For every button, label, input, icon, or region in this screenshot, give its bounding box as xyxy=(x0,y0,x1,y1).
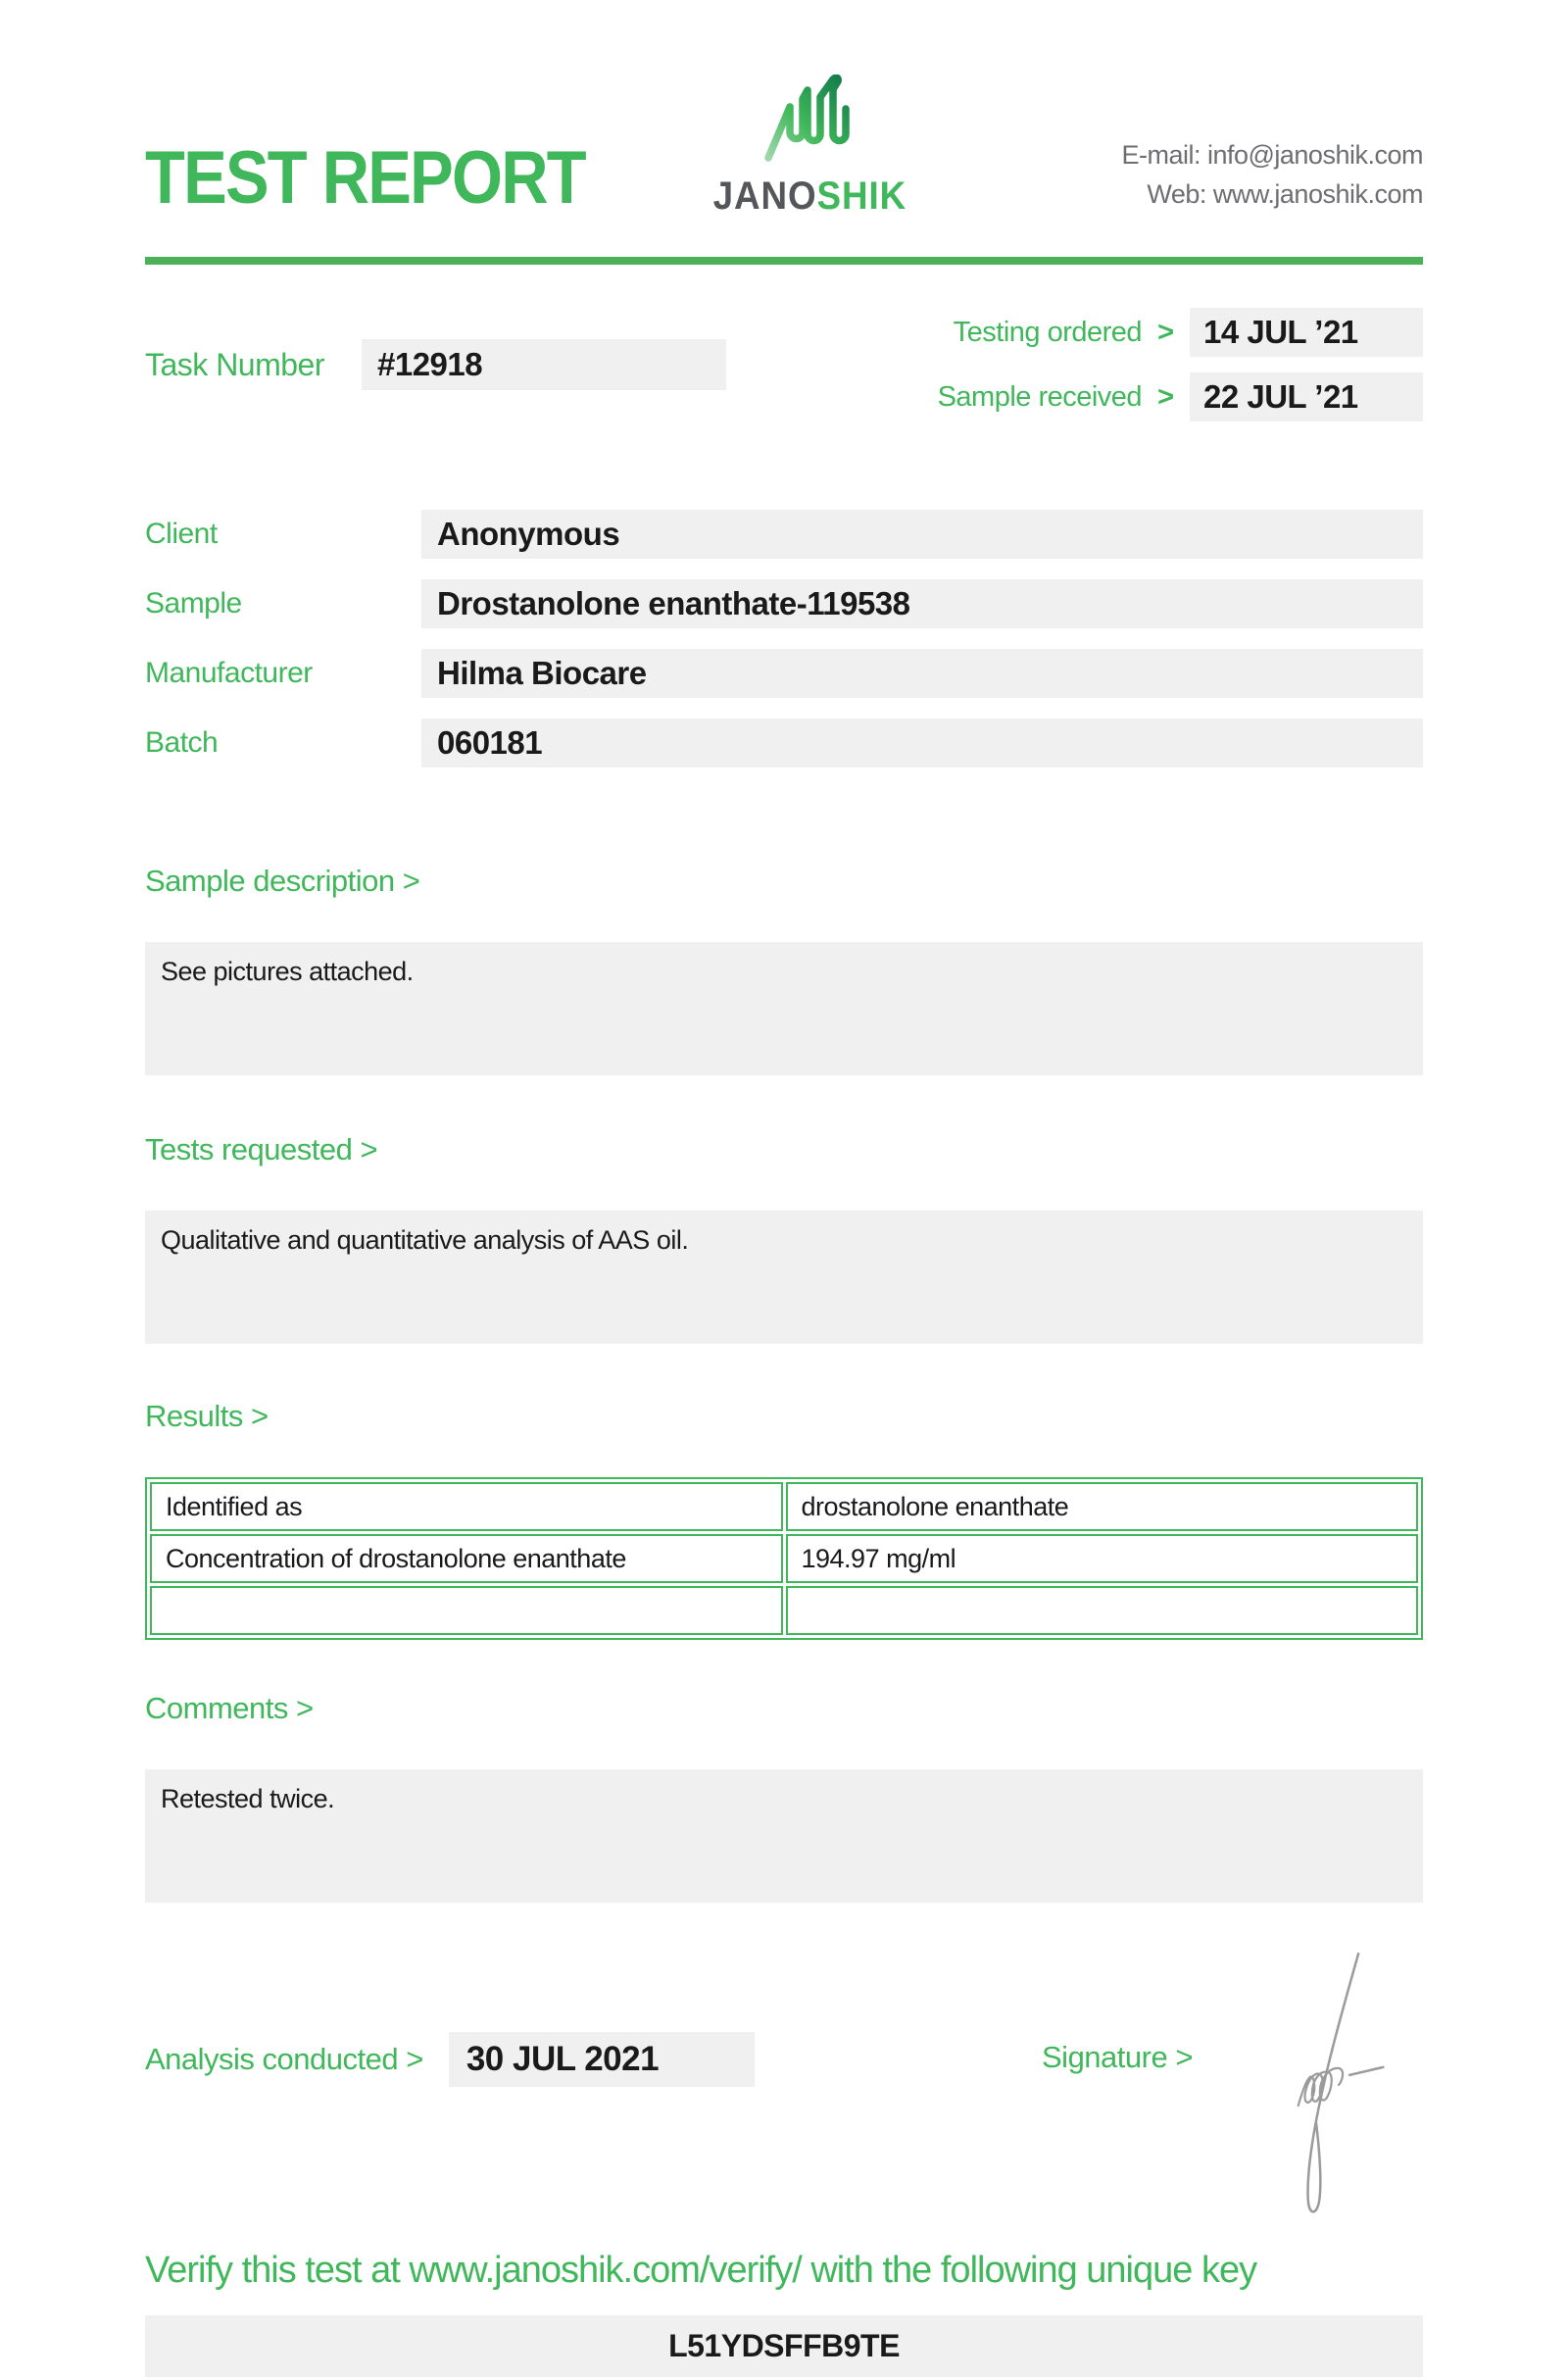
ascending-peaks-chart-icon xyxy=(760,74,858,174)
batch-value: 060181 xyxy=(421,719,1423,768)
results-heading: Results > xyxy=(145,1399,269,1433)
sample-row xyxy=(145,579,1423,628)
batch-row xyxy=(145,719,1423,768)
analysis-conducted-row xyxy=(145,2032,755,2087)
task-number-label: Task Number xyxy=(145,346,324,382)
dates-block xyxy=(938,308,1423,421)
testing-ordered-row xyxy=(938,308,1423,357)
sample-info-block xyxy=(145,510,1423,768)
manufacturer-row xyxy=(145,649,1423,698)
task-number-row xyxy=(145,308,726,421)
task-number-value: #12918 xyxy=(362,339,726,390)
chevron-right-icon: > xyxy=(1157,316,1174,348)
results-cell-empty xyxy=(786,1586,1419,1635)
results-cell-empty xyxy=(150,1586,783,1635)
sample-received-value: 22 JUL ’21 xyxy=(1190,372,1423,421)
sample-received-label: Sample received xyxy=(937,380,1143,413)
logo-wordmark xyxy=(712,174,906,218)
contact-info xyxy=(1121,135,1423,214)
sample-value: Drostanolone enanthate-119538 xyxy=(421,579,1423,628)
client-label: Client xyxy=(145,518,218,550)
sample-description-body: See pictures attached. xyxy=(145,942,1423,1075)
janoshik-logo xyxy=(705,74,915,218)
comments-heading: Comments > xyxy=(145,1691,314,1725)
logo-text-shik: SHIK xyxy=(816,174,907,218)
table-row xyxy=(150,1534,1418,1583)
unique-key-value: L51YDSFFB9TE xyxy=(145,2315,1423,2377)
comments-body: Retested twice. xyxy=(145,1769,1423,1903)
contact-email: E-mail: info@janoshik.com xyxy=(1121,140,1423,170)
results-cell-concentration-value: 194.97 mg/ml xyxy=(786,1534,1419,1583)
task-and-dates xyxy=(145,308,1423,421)
analysis-conducted-label: Analysis conducted > xyxy=(145,2042,423,2076)
results-cell-identified-label: Identified as xyxy=(150,1482,783,1531)
client-value: Anonymous xyxy=(421,510,1423,559)
analysis-signature-row xyxy=(145,1942,1423,2216)
table-row xyxy=(150,1586,1418,1635)
testing-ordered-label: Testing ordered xyxy=(953,316,1143,348)
batch-label: Batch xyxy=(145,726,219,759)
chevron-right-icon: > xyxy=(1157,380,1174,413)
results-cell-identified-value: drostanolone enanthate xyxy=(786,1482,1419,1531)
logo-text-jano: JANO xyxy=(712,174,817,218)
contact-web: Web: www.janoshik.com xyxy=(1147,179,1423,209)
analysis-conducted-value: 30 JUL 2021 xyxy=(449,2032,755,2087)
tests-requested-body: Qualitative and quantitative analysis of AAS oil. xyxy=(145,1211,1423,1344)
verify-instruction: Verify this test at www.janoshik.com/verify/ with the following unique key xyxy=(145,2250,1257,2291)
handwritten-signature xyxy=(1262,1946,1411,2232)
report-header xyxy=(145,67,1423,220)
sample-received-row xyxy=(938,372,1423,421)
test-report-page xyxy=(0,67,1568,2380)
manufacturer-label: Manufacturer xyxy=(145,657,313,689)
page-title: TEST REPORT xyxy=(145,135,585,220)
manufacturer-value: Hilma Biocare xyxy=(421,649,1423,698)
tests-requested-heading: Tests requested > xyxy=(145,1132,378,1166)
client-row xyxy=(145,510,1423,559)
results-table xyxy=(145,1477,1423,1640)
sample-description-heading: Sample description > xyxy=(145,864,420,898)
testing-ordered-value: 14 JUL ’21 xyxy=(1190,308,1423,357)
table-row xyxy=(150,1482,1418,1531)
header-divider xyxy=(145,257,1423,265)
signature-label: Signature > xyxy=(1042,2040,1193,2074)
sample-label: Sample xyxy=(145,587,242,620)
results-cell-concentration-label: Concentration of drostanolone enanthate xyxy=(150,1534,783,1583)
